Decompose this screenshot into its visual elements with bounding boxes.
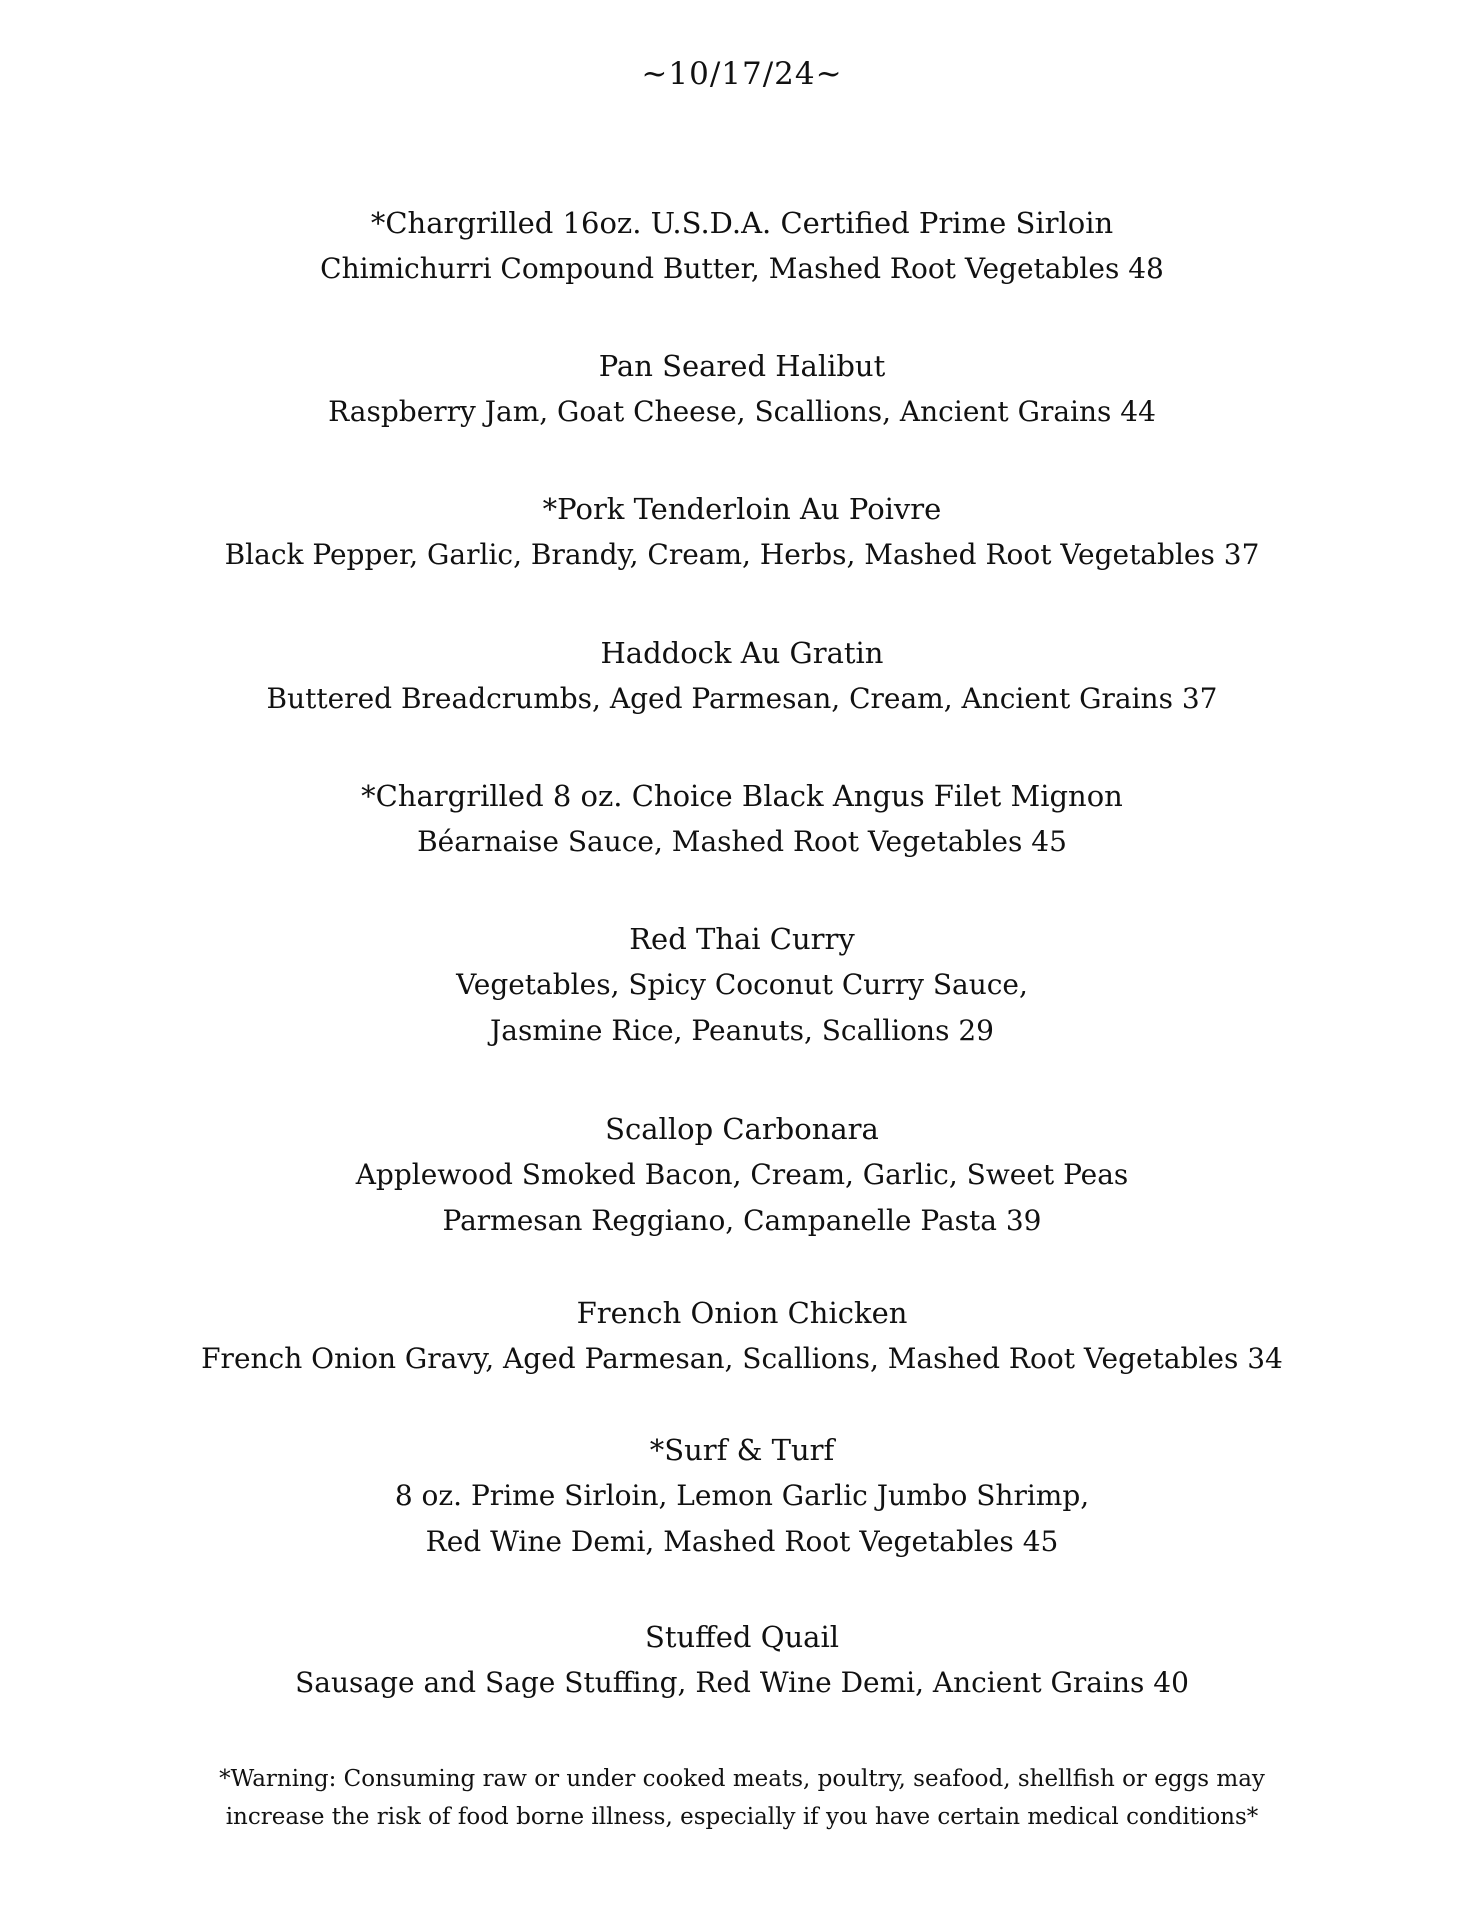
dish-description: 8 oz. Prime Sirloin, Lemon Garlic Jumbo Shrimp,: [394, 1479, 1090, 1512]
menu-item: [0, 1106, 1484, 1244]
menu-item: [0, 486, 1484, 578]
dish-name: Scallop Carbonara: [605, 1112, 879, 1146]
dish-description: Vegetables, Spicy Coconut Curry Sauce,: [456, 968, 1028, 1001]
dish-name: *Chargrilled 16oz. U.S.D.A. Certified Prime Sirloin: [370, 206, 1114, 240]
food-safety-warning: [0, 1760, 1484, 1836]
dish-name: *Chargrilled 8 oz. Choice Black Angus Filet Mignon: [361, 779, 1123, 813]
dish-description: Raspberry Jam, Goat Cheese, Scallions, Ancient Grains 44: [328, 395, 1156, 428]
dish-description: Buttered Breadcrumbs, Aged Parmesan, Cream, Ancient Grains 37: [266, 682, 1218, 715]
menu-item: [0, 200, 1484, 292]
menu-item: [0, 1290, 1484, 1382]
dish-description: Chimichurri Compound Butter, Mashed Root Vegetables 48: [320, 252, 1164, 285]
dish-description: Parmesan Reggiano, Campanelle Pasta 39: [442, 1204, 1042, 1237]
menu-item: [0, 1427, 1484, 1565]
dish-name: French Onion Chicken: [576, 1296, 908, 1330]
dish-name: Stuffed Quail: [644, 1620, 840, 1654]
menu-item: [0, 773, 1484, 865]
dish-description: Applewood Smoked Bacon, Cream, Garlic, Sweet Peas: [355, 1158, 1129, 1191]
menu-item: [0, 630, 1484, 722]
dish-name: Pan Seared Halibut: [598, 349, 886, 383]
dish-description: Red Wine Demi, Mashed Root Vegetables 45: [425, 1525, 1059, 1558]
dish-description: Jasmine Rice, Peanuts, Scallions 29: [490, 1014, 994, 1047]
dish-description: Sausage and Sage Stuffing, Red Wine Demi, Ancient Grains 40: [295, 1666, 1189, 1699]
dish-name: Red Thai Curry: [629, 922, 855, 956]
dish-description: Béarnaise Sauce, Mashed Root Vegetables 45: [417, 825, 1067, 858]
menu-item: [0, 343, 1484, 435]
dish-name: *Surf & Turf: [649, 1433, 835, 1467]
menu-item: [0, 916, 1484, 1054]
dish-name: Haddock Au Gratin: [600, 636, 884, 670]
dish-description: Black Pepper, Garlic, Brandy, Cream, Herbs, Mashed Root Vegetables 37: [224, 538, 1260, 571]
warning-line: *Warning: Consuming raw or under cooked meats, poultry, seafood, shellfish or eggs may: [219, 1766, 1265, 1792]
dish-description: French Onion Gravy, Aged Parmesan, Scallions, Mashed Root Vegetables 34: [201, 1342, 1283, 1375]
warning-line: increase the risk of food borne illness, especially if you have certain medical conditions*: [225, 1804, 1259, 1830]
dish-name: *Pork Tenderloin Au Poivre: [542, 492, 942, 526]
menu-date: ~10/17/24~: [641, 56, 843, 92]
menu-item: [0, 1614, 1484, 1706]
